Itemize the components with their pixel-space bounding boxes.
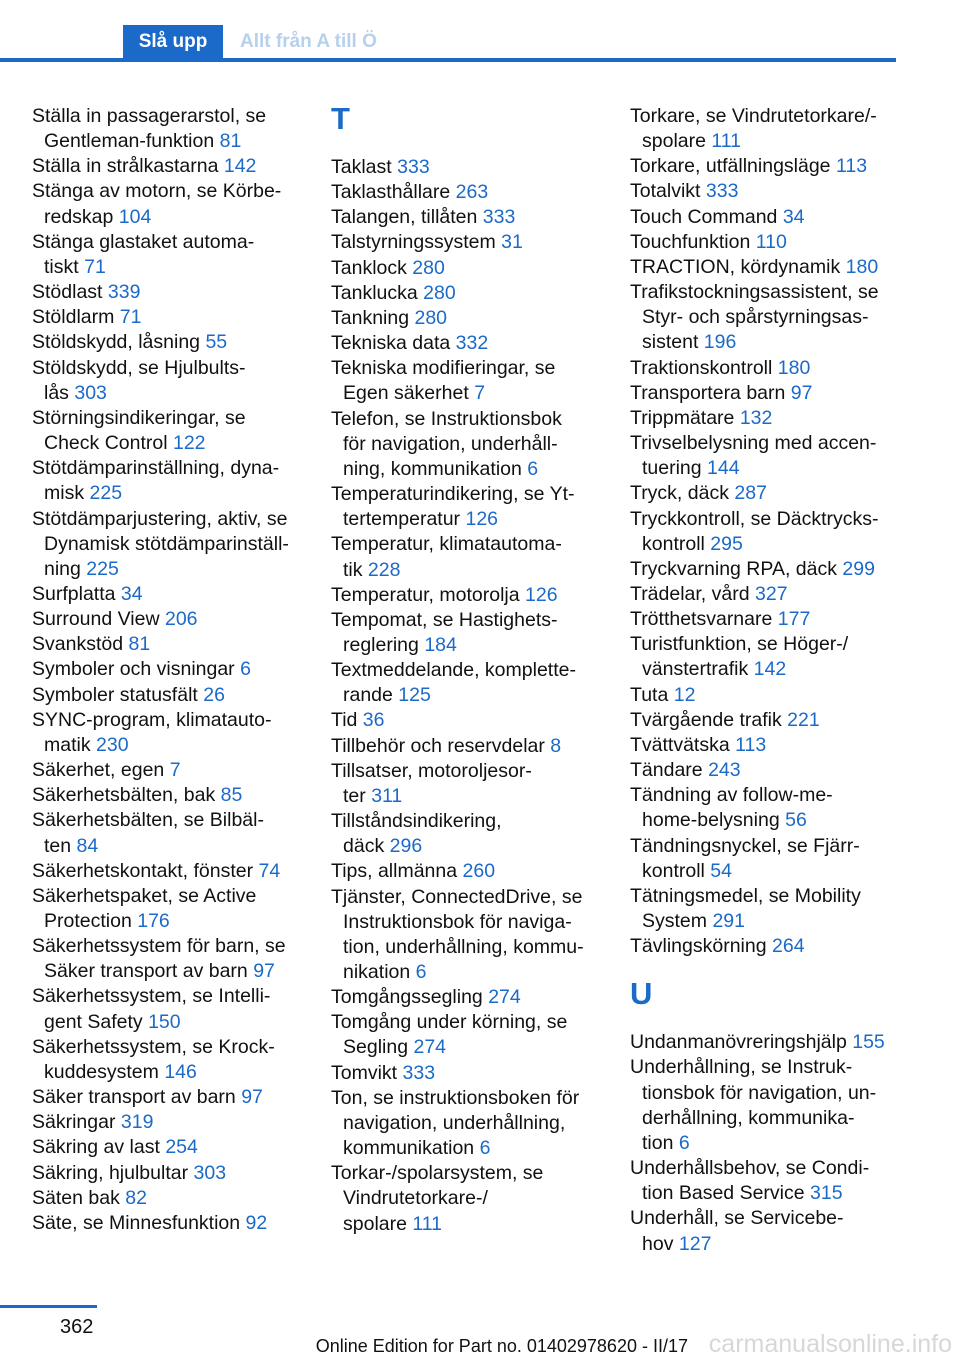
entry-text: Tanklucka: [331, 281, 418, 304]
index-entry: [32, 305, 304, 330]
entry-text: Säte, se Minnesfunktion: [32, 1211, 241, 1234]
entry-text: Säten bak: [32, 1186, 120, 1209]
entry-text: Tändare: [630, 759, 703, 782]
page-link[interactable]: 71: [84, 255, 106, 278]
index-entry: [630, 557, 902, 582]
page-link[interactable]: 126: [525, 583, 558, 606]
entry-text: Tekniska data: [331, 332, 451, 355]
entry-text: Torkare, se Vindrutetorkare/- spolare: [630, 105, 877, 153]
entry-text: Ställa in strålkastarna: [32, 155, 219, 178]
index-entry: [331, 1010, 603, 1060]
entry-text: Säkring, hjulbultar: [32, 1161, 189, 1184]
watermark: carmanualsonline.info: [708, 1330, 952, 1358]
page-link[interactable]: 333: [482, 206, 516, 229]
index-entry: [630, 406, 902, 431]
index-entry: [331, 759, 603, 809]
index-column-1: [32, 104, 304, 1236]
page-link[interactable]: 150: [148, 1010, 181, 1033]
index-entry: [32, 1186, 304, 1211]
page-link[interactable]: 295: [710, 532, 743, 555]
entry-text: Ton, se instruktionsboken för navigation, underhållning, kommunikation: [331, 1086, 580, 1160]
index-entry: [32, 179, 304, 229]
header-rule: [0, 58, 896, 62]
index-entry: [630, 205, 902, 230]
page-link[interactable]: 243: [708, 759, 741, 782]
page-link[interactable]: 127: [678, 1232, 712, 1255]
index-entry: [630, 230, 902, 255]
index-entry: [32, 406, 304, 456]
page-link[interactable]: 132: [739, 406, 773, 429]
page-link[interactable]: 34: [120, 582, 143, 605]
page-link[interactable]: 303: [193, 1161, 227, 1184]
index-entry: [32, 632, 304, 657]
entry-text: Stänga av motorn, se Körbe- redskap: [32, 180, 282, 228]
top-navigation-bar: [0, 25, 896, 62]
entry-text: Säkringar: [32, 1111, 116, 1134]
index-entry: [630, 507, 902, 557]
index-entry: [630, 708, 902, 733]
index-entry: [331, 407, 603, 482]
index-entry: [32, 1085, 304, 1110]
entry-text: Undanmanövreringshjälp: [630, 1031, 847, 1054]
entry-text: Tips, allmänna: [331, 860, 458, 883]
index-entry: [331, 859, 603, 884]
page-link[interactable]: 54: [710, 859, 732, 882]
page-link[interactable]: 315: [810, 1182, 843, 1205]
page-link[interactable]: 225: [89, 482, 123, 505]
page-link[interactable]: 230: [96, 733, 129, 756]
entry-text: Tryckvarning RPA, däck: [630, 557, 837, 580]
index-entry: [630, 733, 902, 758]
page-link[interactable]: 6: [415, 961, 427, 983]
page-link[interactable]: 303: [74, 381, 107, 404]
index-column-3: [630, 104, 902, 1257]
entry-text: Tillbehör och reservdelar: [331, 734, 545, 757]
index-entry: [630, 582, 902, 607]
entry-text: Tändningsnyckel, se Fjärr- kontroll: [630, 834, 860, 882]
index-entry: [331, 230, 603, 255]
index-entry: [32, 808, 304, 858]
index-entry: [32, 1211, 304, 1236]
index-entry: [32, 758, 304, 783]
page-link[interactable]: 144: [707, 457, 740, 480]
index-entry: [331, 658, 603, 708]
page-link[interactable]: 104: [118, 205, 152, 228]
index-entry: [331, 281, 603, 306]
index-entry: [331, 1086, 603, 1161]
index-entry: [32, 154, 304, 179]
page-link[interactable]: 332: [455, 332, 489, 355]
index-entry: [630, 934, 902, 959]
index-entry: [32, 657, 304, 682]
page-link[interactable]: 146: [164, 1060, 197, 1083]
page-link[interactable]: 333: [397, 156, 430, 178]
index-entry: [32, 859, 304, 884]
entry-text: Tomgång under körning, se Segling: [331, 1011, 568, 1059]
entry-text: Taklast: [331, 156, 392, 178]
tab-allt-fran-a-till-o[interactable]: Allt från A till Ö: [240, 31, 377, 52]
entry-text: Stöldlarm: [32, 306, 115, 329]
entry-text: Stöldskydd, låsning: [32, 331, 201, 354]
entry-text: Temperatur, motorolja: [331, 583, 520, 606]
page-link[interactable]: 55: [205, 331, 228, 354]
page-link[interactable]: 264: [772, 935, 805, 958]
entry-text: Trivselbelysning med accen- tuering: [630, 432, 877, 480]
entry-text: Underhållning, se Instruk- tionsbok för navigation, un- derhållning, kommunika- tion: [630, 1056, 877, 1154]
index-entry: [32, 1135, 304, 1160]
entry-text: Ställa in passagerarstol, se Gentleman-funktion: [32, 105, 267, 153]
page-link[interactable]: 6: [479, 1137, 491, 1160]
entry-text: Turistfunktion, se Höger-/ vänstertrafik: [630, 633, 849, 681]
entry-text: Traktionskontroll: [630, 356, 773, 379]
page-link[interactable]: 319: [120, 1111, 154, 1134]
page-link[interactable]: 126: [465, 508, 499, 531]
page-link[interactable]: 339: [107, 281, 141, 304]
entry-text: Stödlast: [32, 281, 103, 304]
entry-text: Tankning: [331, 306, 410, 329]
page-link[interactable]: 31: [501, 231, 523, 254]
page-link[interactable]: 177: [777, 608, 811, 631]
entry-text: Säkerhetspaket, se Active Protection: [32, 884, 257, 932]
index-entry: [630, 381, 902, 406]
entry-text: Stänga glastaket automa- tiskt: [32, 230, 255, 278]
entry-text: Tändning av follow-me- home-belysning: [630, 784, 833, 832]
tab-sla-upp[interactable]: Slå upp: [123, 25, 223, 58]
index-entry: [32, 356, 304, 406]
index-entry: [630, 834, 902, 884]
index-entry: [32, 934, 304, 984]
page-link[interactable]: 287: [734, 482, 767, 505]
index-entry: [32, 1161, 304, 1186]
index-entry: [630, 104, 902, 154]
entry-text: Temperaturindikering, se Yt- tertemperatur: [331, 483, 575, 531]
entry-text: SYNC-program, klimatauto- matik: [32, 708, 272, 756]
page-link[interactable]: 184: [424, 633, 457, 656]
page-link[interactable]: 333: [705, 180, 739, 203]
page-link[interactable]: 84: [76, 834, 99, 857]
page-link[interactable]: 155: [852, 1031, 885, 1054]
entry-text: Stötdämparinställning, dyna- misk: [32, 457, 280, 505]
page-link[interactable]: 34: [782, 205, 805, 228]
entry-text: Textmeddelande, komplette- rande: [331, 659, 576, 707]
index-entry: [630, 356, 902, 381]
page-link[interactable]: 142: [223, 155, 257, 178]
entry-text: Säkerhetssystem, se Krock- kuddesystem: [32, 1035, 275, 1083]
entry-text: Trippmätare: [630, 406, 735, 429]
page-link[interactable]: 97: [253, 960, 275, 983]
page-link[interactable]: 36: [362, 709, 385, 732]
entry-text: Säkerhetsbälten, bak: [32, 784, 216, 807]
section-letter: T: [331, 101, 350, 136]
index-entry: [630, 255, 902, 280]
index-entry: [331, 532, 603, 582]
index-entry: [630, 607, 902, 632]
section-letter: U: [630, 976, 653, 1012]
entry-text: Säkerhetssystem, se Intelli- gent Safety: [32, 985, 271, 1033]
index-entry: [331, 583, 603, 608]
index-entry: [32, 884, 304, 934]
page-link[interactable]: 196: [703, 331, 737, 354]
entry-text: Tvärgående trafik: [630, 708, 782, 731]
entry-text: Säkring av last: [32, 1136, 160, 1159]
page-link[interactable]: 296: [389, 835, 423, 858]
entry-text: Touch Command: [630, 205, 778, 228]
entry-text: Transportera barn: [630, 381, 786, 404]
entry-text: Talstyrningssystem: [331, 231, 496, 254]
index-entry: [630, 1030, 902, 1055]
page-number: 362: [60, 1316, 94, 1338]
entry-text: Stötdämparjustering, aktiv, se Dynamisk stötdämparinställ- ning: [32, 507, 289, 580]
index-entry: [32, 683, 304, 708]
entry-text: Tomvikt: [331, 1061, 398, 1084]
page-link[interactable]: 125: [398, 684, 431, 707]
index-entry: [331, 708, 603, 733]
index-entry: [630, 683, 902, 708]
page-link[interactable]: 122: [172, 432, 206, 455]
page-link[interactable]: 221: [787, 708, 820, 731]
index-entry: [32, 607, 304, 632]
page-link[interactable]: 291: [712, 910, 745, 932]
index-entry: [32, 582, 304, 607]
page-link[interactable]: 206: [164, 608, 198, 631]
page-link[interactable]: 81: [128, 633, 151, 656]
page-link[interactable]: 71: [119, 306, 142, 329]
index-entry: [630, 783, 902, 833]
page-link[interactable]: 176: [137, 910, 170, 932]
page-link[interactable]: 280: [414, 306, 448, 329]
page-link[interactable]: 274: [488, 986, 521, 1009]
page-link[interactable]: 85: [220, 784, 243, 807]
page-link[interactable]: 113: [835, 155, 868, 178]
index-entry: [630, 1055, 902, 1156]
page-link[interactable]: 97: [790, 381, 813, 404]
page-link[interactable]: 74: [258, 859, 281, 882]
entry-text: Taklasthållare: [331, 181, 451, 204]
page-link[interactable]: 180: [845, 255, 879, 278]
index-entry: [331, 155, 603, 180]
index-entry: [630, 154, 902, 179]
index-entry: [331, 985, 603, 1010]
index-entry: [331, 356, 603, 406]
entry-text: Symboler statusfält: [32, 683, 198, 706]
index-entry: [331, 1161, 603, 1236]
entry-text: Talangen, tillåten: [331, 206, 478, 229]
page-link[interactable]: 26: [203, 683, 225, 706]
index-entry: [331, 331, 603, 356]
entry-text: Telefon, se Instruktionsbok för navigation, underhåll- ning, kommunikation: [331, 407, 562, 480]
index-entry: [630, 179, 902, 204]
page-link[interactable]: 92: [245, 1211, 268, 1234]
entry-text: Säkerhetsbälten, se Bilbäl- ten: [32, 809, 264, 857]
page-link[interactable]: 7: [169, 759, 181, 782]
entry-text: Tekniska modifieringar, se Egen säkerhet: [331, 357, 556, 405]
entry-text: Säkerhetssystem för barn, se Säker transport av barn: [32, 935, 286, 983]
page-link[interactable]: 142: [753, 658, 787, 681]
index-entry: [32, 507, 304, 582]
index-entry: [32, 280, 304, 305]
index-entry: [331, 205, 603, 230]
entry-text: Trafikstockningsassistent, se Styr- och spårstyrningsas- sistent: [630, 281, 879, 354]
page-link[interactable]: 299: [842, 557, 875, 580]
entry-text: Trötthetsvarnare: [630, 608, 773, 631]
entry-text: Tuta: [630, 683, 669, 706]
entry-text: Tomgångssegling: [331, 986, 483, 1009]
page-link[interactable]: 7: [474, 382, 486, 405]
index-entry: [331, 256, 603, 281]
index-entry: [32, 104, 304, 154]
index-entry: [630, 884, 902, 934]
entry-text: Surround View: [32, 608, 160, 631]
page-link[interactable]: 280: [423, 281, 456, 304]
entry-text: Touchfunktion: [630, 230, 751, 253]
entry-text: Totalvikt: [630, 180, 701, 203]
page-link[interactable]: 56: [785, 809, 807, 832]
entry-text: Tid: [331, 709, 358, 732]
entry-text: Underhåll, se Servicebe- hov: [630, 1207, 844, 1255]
index-entry: [331, 809, 603, 859]
page-link[interactable]: 81: [219, 130, 242, 153]
page-link[interactable]: 82: [125, 1186, 147, 1209]
page-link[interactable]: 110: [755, 230, 787, 253]
index-entry: [630, 280, 902, 355]
page-link[interactable]: 111: [412, 1212, 443, 1235]
index-entry: [32, 708, 304, 758]
entry-text: Torkar-/spolarsystem, se Vindrutetorkare-/ spolare: [331, 1162, 544, 1235]
entry-text: Tätningsmedel, se Mobility System: [630, 884, 861, 932]
entry-text: Säkerhet, egen: [32, 759, 165, 782]
page-link[interactable]: 8: [550, 734, 562, 757]
entry-text: Störningsindikeringar, se Check Control: [32, 406, 246, 455]
index-entry: [331, 885, 603, 986]
page-link[interactable]: 333: [402, 1061, 436, 1084]
page-link[interactable]: 6: [240, 658, 251, 681]
entry-text: Tryckkontroll, se Däcktrycks- kontroll: [630, 507, 879, 555]
index-entry: [331, 482, 603, 532]
entry-text: Säkerhetskontakt, fönster: [32, 859, 254, 882]
entry-text: Stöldskydd, se Hjulbults- lås: [32, 356, 246, 404]
entry-text: Tryck, däck: [630, 482, 729, 505]
index-entry: [32, 230, 304, 280]
page-link[interactable]: 260: [462, 860, 496, 883]
page-link[interactable]: 254: [165, 1136, 198, 1159]
page-link[interactable]: 6: [527, 457, 539, 480]
page-link[interactable]: 311: [371, 784, 403, 807]
index-entry: [32, 1110, 304, 1135]
page-number-rule: [0, 1305, 97, 1308]
page-link[interactable]: 111: [711, 130, 742, 153]
entry-text: Underhållsbehov, se Condi- tion Based Service: [630, 1157, 870, 1205]
page-link[interactable]: 180: [777, 356, 811, 379]
entry-text: Trädelar, vård: [630, 582, 750, 605]
index-entry: [32, 1035, 304, 1085]
entry-text: Tanklock: [331, 256, 407, 279]
index-entry: [331, 1061, 603, 1086]
entry-text: Torkare, utfällningsläge: [630, 155, 831, 178]
index-entry: [331, 306, 603, 331]
page-link[interactable]: 113: [735, 733, 767, 756]
index-entry: [32, 330, 304, 355]
page-link[interactable]: 327: [755, 582, 788, 605]
index-entry: [630, 481, 902, 506]
entry-text: Symboler och visningar: [32, 658, 235, 681]
page-link[interactable]: 12: [673, 683, 696, 706]
entry-text: Tjänster, ConnectedDrive, se Instruktionsbok för naviga- tion, underhållning, kommu- nikation: [331, 885, 584, 983]
entry-text: Tillståndsindikering, däck: [331, 810, 502, 858]
index-entry: [630, 758, 902, 783]
index-entry: [32, 456, 304, 506]
page-link[interactable]: 263: [455, 181, 489, 204]
index-entry: [331, 608, 603, 658]
entry-text: Temperatur, klimatautoma- tik: [331, 533, 562, 581]
index-entry: [630, 431, 902, 481]
page-link[interactable]: 280: [412, 256, 445, 279]
index-entry: [630, 1206, 902, 1256]
entry-text: TRACTION, kördynamik: [630, 255, 841, 278]
entry-text: Tempomat, se Hastighets- reglering: [331, 608, 558, 656]
entry-text: Tillsatser, motoroljesor- ter: [331, 759, 532, 807]
edition-footer: Online Edition for Part no. 01402978620 - II/17: [315, 1336, 688, 1356]
page-link[interactable]: 228: [367, 558, 401, 581]
entry-text: Säker transport av barn: [32, 1086, 236, 1109]
entry-text: Surfplatta: [32, 582, 116, 605]
index-entry: [331, 180, 603, 205]
index-entry: [331, 734, 603, 759]
index-entry: [32, 984, 304, 1034]
page-link[interactable]: 97: [241, 1086, 263, 1109]
entry-text: Svankstöd: [32, 633, 124, 656]
entry-text: Tvättvätska: [630, 733, 730, 756]
index-entry: [630, 1156, 902, 1206]
page-link[interactable]: 6: [678, 1131, 690, 1154]
index-entry: [32, 783, 304, 808]
index-entry: [630, 632, 902, 682]
page-link[interactable]: 274: [413, 1036, 447, 1059]
entry-text: Tävlingskörning: [630, 935, 767, 958]
page-link[interactable]: 225: [86, 557, 119, 580]
index-column-2: [331, 101, 603, 1237]
